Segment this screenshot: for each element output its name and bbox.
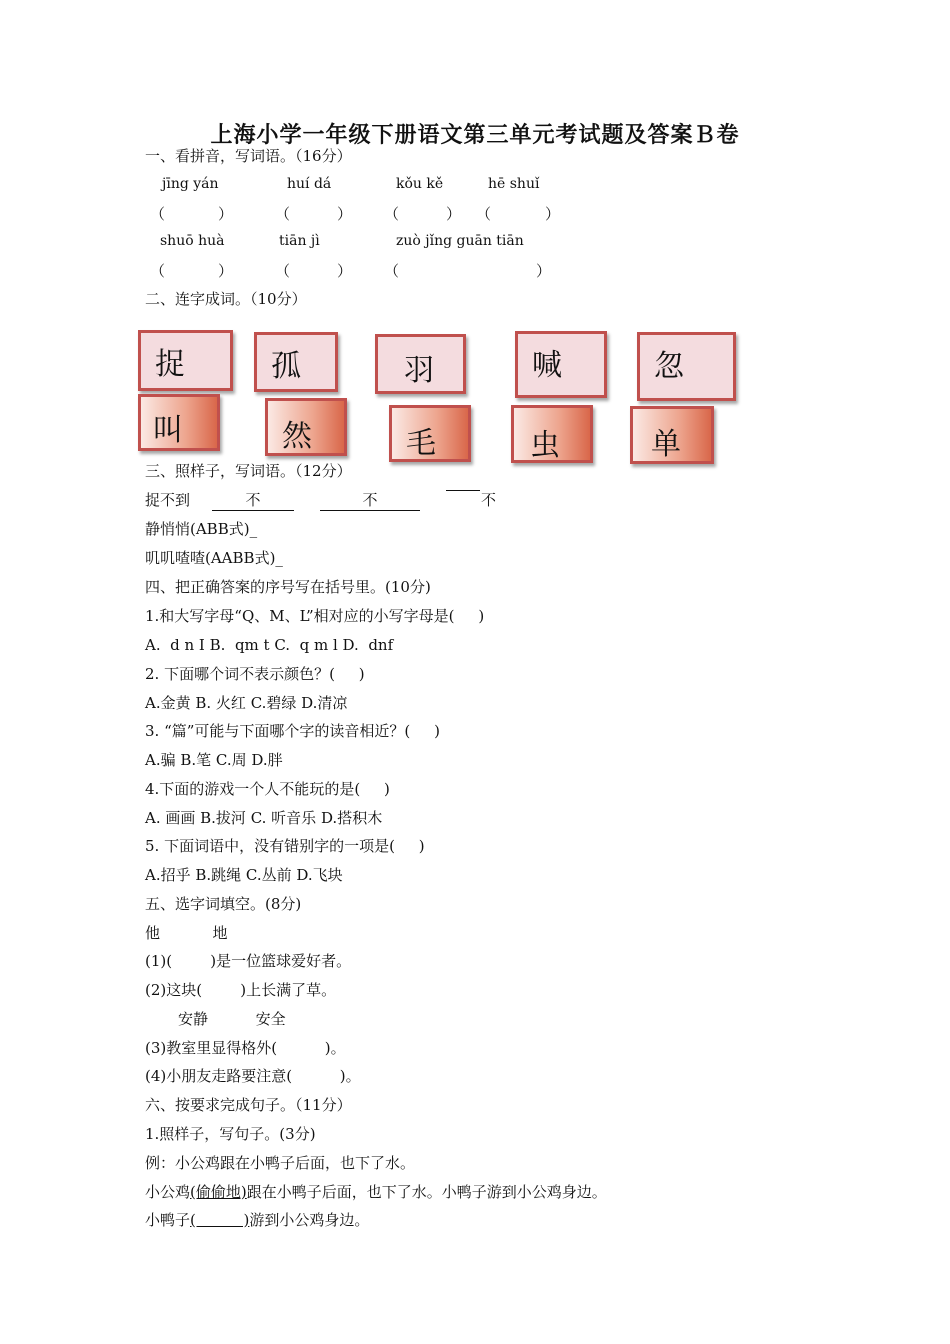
paren-open: （ xyxy=(150,262,166,280)
section-6-heading: 六、按要求完成句子。（11分） xyxy=(145,1096,352,1114)
paren-open: （ xyxy=(476,205,492,223)
options: A.骗 B.笔 C.周 D.胖 xyxy=(145,751,283,769)
sub-question: 1.照样子，写句子。(3分) xyxy=(145,1125,316,1143)
char-card: 然 xyxy=(265,398,347,456)
fill-blank[interactable] xyxy=(446,490,480,491)
question: (2)这块( )上长满了草。 xyxy=(145,981,337,999)
char-card: 叫 xyxy=(138,394,220,451)
paren-open: （ xyxy=(384,205,400,223)
section-3-heading: 三、照样子，写词语。（12分） xyxy=(145,462,352,480)
options: A.金黄 B. 火红 C.碧绿 D.清凉 xyxy=(145,694,348,712)
pinyin: hē shuǐ xyxy=(488,176,540,192)
paren-close: ） xyxy=(446,205,462,223)
question: (1)( )是一位篮球爱好者。 xyxy=(145,952,352,970)
answer-blank[interactable]: ( ) xyxy=(190,1211,250,1229)
question: 4.下面的游戏一个人不能玩的是( ) xyxy=(145,780,390,798)
word-choices: 安静 安全 xyxy=(178,1010,286,1028)
section-5-heading: 五、选字词填空。(8分) xyxy=(145,895,302,913)
aabb-prompt: 叽叽喳喳(AABB式)_ xyxy=(145,549,283,567)
paren-close: ） xyxy=(545,205,561,223)
char-card: 虫 xyxy=(511,405,593,463)
char-card: 羽 xyxy=(375,334,466,394)
section-1-heading: 一、看拼音，写词语。（16分） xyxy=(145,147,352,165)
page-title: 上海小学一年级下册语文第三单元考试题及答案Ｂ卷 xyxy=(210,122,740,148)
paren-open: （ xyxy=(275,205,291,223)
paren-close: ） xyxy=(218,205,234,223)
pinyin: zuò jǐng guān tiān xyxy=(396,233,524,249)
paren-close: ） xyxy=(218,262,234,280)
section-4-heading: 四、把正确答案的序号写在括号里。(10分) xyxy=(145,578,431,596)
pinyin: shuō huà xyxy=(160,233,225,249)
char-card: 毛 xyxy=(389,405,471,462)
pinyin: huí dá xyxy=(287,176,332,192)
options: A.招乎 B.跳绳 C.丛前 D.飞块 xyxy=(145,866,343,884)
paren-close: ） xyxy=(536,262,552,280)
question: 2. 下面哪个词不表示颜色？( ) xyxy=(145,665,365,683)
question: 1.和大写字母“Q、M、L”相对应的小写字母是( ) xyxy=(145,607,485,625)
pinyin: tiān jì xyxy=(279,233,320,249)
pinyin: kǒu kě xyxy=(396,176,444,192)
example-sentence: 例：小公鸡跟在小鸭子后面，也下了水。 xyxy=(145,1154,416,1172)
question: 3. “篇”可能与下面哪个字的读音相近？( ) xyxy=(145,722,440,740)
char-card: 单 xyxy=(630,406,714,464)
char-card: 捉 xyxy=(138,330,233,391)
char-card: 喊 xyxy=(515,331,607,398)
question: 5. 下面词语中，没有错别字的一项是( ) xyxy=(145,837,425,855)
answer-line: 小鸭子( )游到小公鸡身边。 xyxy=(145,1211,370,1229)
word-choices: 他 地 xyxy=(145,924,228,942)
abb-prompt: 静悄悄(ABB式)_ xyxy=(145,520,258,538)
question: (3)教室里显得格外( )。 xyxy=(145,1039,346,1057)
pinyin: jīng yán xyxy=(162,176,219,192)
fill-blank[interactable]: 不 xyxy=(212,490,294,511)
paren-open: （ xyxy=(384,262,400,280)
options: A. 画画 B.拔河 C. 听音乐 D.搭积木 xyxy=(145,809,383,827)
paren-open: （ xyxy=(275,262,291,280)
paren-open: （ xyxy=(150,205,166,223)
char-card: 忽 xyxy=(637,332,736,401)
options: A. d n I B. qm t C. q m l D. dnf xyxy=(145,636,394,654)
paren-close: ） xyxy=(337,205,353,223)
example-line: 小公鸡(偷偷地)跟在小鸭子后面，也下了水。小鸭子游到小公鸡身边。 xyxy=(145,1183,607,1201)
char-card: 孤 xyxy=(254,332,338,392)
fill-blank[interactable]: 不 xyxy=(320,490,420,511)
paren-close: ） xyxy=(337,262,353,280)
example-word: 捉不到 xyxy=(145,491,191,509)
section-2-heading: 二、连字成词。（10分） xyxy=(145,290,307,308)
question: (4)小朋友走路要注意( )。 xyxy=(145,1067,361,1085)
bu-char: 不 xyxy=(481,491,497,509)
